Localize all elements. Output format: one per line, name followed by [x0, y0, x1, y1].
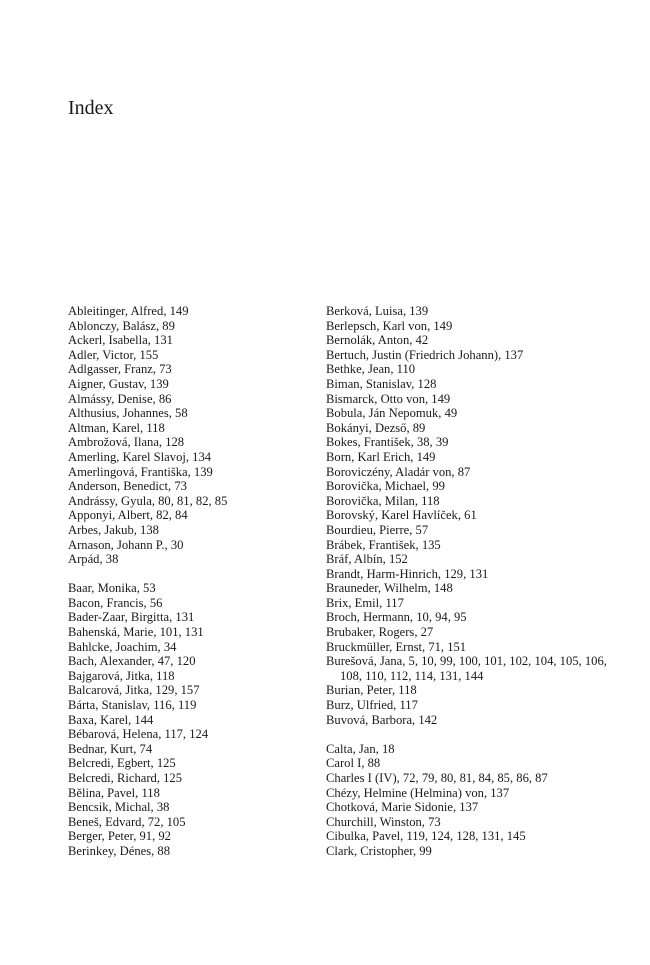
index-entry: Baxa, Karel, 144	[68, 712, 154, 727]
index-entry: Brauneder, Wilhelm, 148	[326, 581, 453, 596]
index-entry: Bobula, Ján Nepomuk, 49	[326, 406, 458, 421]
index-entry: Churchill, Winston, 73	[326, 814, 441, 829]
index-entry: Burz, Ulfried, 117	[326, 698, 418, 713]
index-entry: Belcredi, Egbert, 125	[68, 756, 176, 771]
index-entry: Berger, Peter, 91, 92	[68, 829, 171, 844]
index-entry: Chotková, Marie Sidonie, 137	[326, 800, 479, 815]
index-entry: Beneš, Edvard, 72, 105	[68, 814, 186, 829]
index-entry: Bertuch, Justin (Friedrich Johann), 137	[326, 347, 524, 362]
index-entry: Adlgasser, Franz, 73	[68, 362, 172, 377]
index-entry: Bourdieu, Pierre, 57	[326, 522, 429, 537]
page-title: Index	[68, 97, 114, 119]
index-entry: Boroviczény, Aladár von, 87	[326, 464, 471, 479]
index-entry: Burešová, Jana, 5, 10, 99, 100, 101, 102, 104, 105, 106, 108, 110, 112, 114, 131, 144	[326, 654, 607, 683]
index-entry: Clark, Cristopher, 99	[326, 843, 432, 858]
index-entry: Bismarck, Otto von, 149	[326, 391, 451, 406]
index-entry: Balcarová, Jitka, 129, 157	[68, 683, 200, 698]
index-entry: Bach, Alexander, 47, 120	[68, 654, 196, 669]
index-entry: Berinkey, Dénes, 88	[68, 843, 171, 858]
index-entry: Bethke, Jean, 110	[326, 362, 416, 377]
index-column-right	[326, 304, 616, 859]
index-entry: Apponyi, Albert, 82, 84	[68, 508, 188, 523]
index-entry: Amerlingová, Františka, 139	[68, 464, 213, 479]
index-entry: Arnason, Johann P., 30	[68, 537, 184, 552]
index-entry: Brix, Emil, 117	[326, 595, 404, 610]
index-entry: Brandt, Harm-Hinrich, 129, 131	[326, 566, 489, 581]
index-column-left	[68, 304, 303, 859]
index-entry: Bahenská, Marie, 101, 131	[68, 625, 204, 640]
index-entry: Bernolák, Anton, 42	[326, 333, 429, 348]
index-entry: Bencsik, Michal, 38	[68, 800, 170, 815]
letter-group-gap	[68, 567, 303, 582]
index-entry: Bader-Zaar, Birgitta, 131	[68, 610, 195, 625]
index-entry: Brubaker, Rogers, 27	[326, 625, 434, 640]
index-entry: Berková, Luisa, 139	[326, 304, 429, 318]
index-entry: Belcredi, Richard, 125	[68, 771, 183, 785]
index-entry: Bednar, Kurt, 74	[68, 741, 153, 756]
index-entry: Bajgarová, Jitka, 118	[68, 668, 175, 683]
index-entry: Baar, Monika, 53	[68, 581, 156, 596]
index-entry: Carol I, 88	[326, 756, 381, 771]
index-entry: Aigner, Gustav, 139	[68, 376, 169, 391]
index-entry: Altman, Karel, 118	[68, 420, 165, 435]
index-entry: Ackerl, Isabella, 131	[68, 333, 173, 348]
index-entry: Bokes, František, 38, 39	[326, 435, 449, 450]
index-entry: Amerling, Karel Slavoj, 134	[68, 449, 212, 464]
index-entry: Burian, Peter, 118	[326, 683, 417, 698]
index-entry: Bacon, Francis, 56	[68, 595, 163, 610]
index-entry: Biman, Stanislav, 128	[326, 376, 437, 391]
index-entry: Brábek, František, 135	[326, 537, 441, 552]
index-entry: Bébarová, Helena, 117, 124	[68, 727, 209, 742]
index-entry: Ableitinger, Alfred, 149	[68, 304, 189, 318]
index-entry: Chézy, Helmine (Helmina) von, 137	[326, 785, 510, 800]
index-entry: Broch, Hermann, 10, 94, 95	[326, 610, 467, 625]
index-entry: Borovička, Milan, 118	[326, 493, 440, 508]
index-entry: Cibulka, Pavel, 119, 124, 128, 131, 145	[326, 829, 526, 844]
index-entry: Berlepsch, Karl von, 149	[326, 318, 453, 333]
index-entry: Anderson, Benedict, 73	[68, 479, 187, 494]
index-entry: Bělina, Pavel, 118	[68, 785, 160, 800]
index-entry: Althusius, Johannes, 58	[68, 406, 188, 421]
index-entry: Andrássy, Gyula, 80, 81, 82, 85	[68, 493, 228, 508]
index-entry: Arbes, Jakub, 138	[68, 522, 159, 537]
index-entry: Bahlcke, Joachim, 34	[68, 639, 177, 654]
index-entry: Calta, Jan, 18	[326, 741, 395, 756]
index-entry: Bráf, Albín, 152	[326, 552, 408, 567]
index-entry: Borovský, Karel Havlíček, 61	[326, 508, 477, 523]
index-entry: Buvová, Barbora, 142	[326, 712, 438, 727]
index-entry: Borovička, Michael, 99	[326, 479, 445, 494]
letter-group-gap	[326, 727, 616, 742]
index-entry: Ambrožová, Ilana, 128	[68, 435, 185, 450]
index-entry: Arpád, 38	[68, 552, 119, 567]
index-entry: Almássy, Denise, 86	[68, 391, 172, 406]
index-entry: Bokányi, Dezső, 89	[326, 420, 426, 435]
index-entry: Charles I (IV), 72, 79, 80, 81, 84, 85, 86, 87	[326, 771, 548, 785]
index-entry: Bárta, Stanislav, 116, 119	[68, 698, 197, 713]
index-entry: Born, Karl Erich, 149	[326, 449, 436, 464]
index-entry: Adler, Victor, 155	[68, 347, 159, 362]
index-entry: Bruckmüller, Ernst, 71, 151	[326, 639, 467, 654]
index-entry: Ablonczy, Balász, 89	[68, 318, 175, 333]
